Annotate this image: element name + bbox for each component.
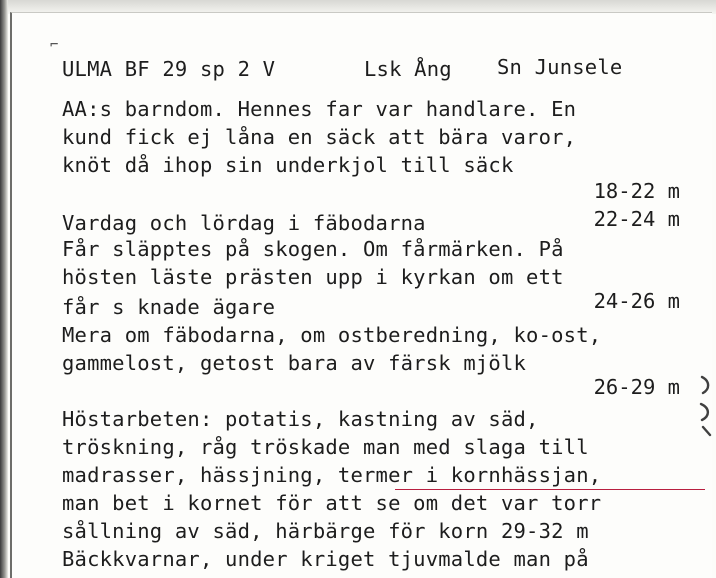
text-line-1: AA:s barndom. Hennes far var handlare. En: [62, 97, 577, 121]
text-line-6: hösten läste prästen upp i kyrkan om ett: [62, 265, 564, 289]
text-line-5: Får släpptes på skogen. Om fårmärken. På: [62, 237, 564, 261]
handwritten-note-mark: [694, 373, 716, 443]
text-line-4: Vardag och lördag i fäbodarna: [62, 211, 426, 235]
archive-reference: ULMA BF 29 sp 2 V: [62, 57, 276, 81]
time-range-2: 22-24 m: [593, 207, 680, 231]
text-line-12: madrasser, hässjning, termer i kornhässjan,: [62, 463, 602, 487]
time-range-1: 18-22 m: [593, 179, 680, 203]
time-range-4: 26-29 m: [593, 375, 680, 399]
text-line-11: tröskning, råg tröskade man med slaga till: [62, 435, 589, 459]
text-line-15: Bäckkvarnar, under kriget tjuvmalde man på: [62, 547, 589, 571]
index-card: [10, 12, 712, 578]
text-line-10: Höstarbeten: potatis, kastning av säd,: [62, 407, 539, 431]
card-left-edge: [0, 0, 8, 578]
red-underline: [395, 489, 705, 490]
parish-code: Lsk Ång: [364, 57, 452, 81]
corner-mark: ⌐: [50, 37, 59, 53]
text-line-14: sållning av säd, härbärge för korn 29-32 m: [62, 519, 589, 543]
text-line-13: man bet i kornet för att se om det var torr: [62, 491, 602, 515]
text-line-2: kund fick ej låna en säck att bära varor,: [62, 125, 577, 149]
text-line-8: Mera om fäbodarna, om ostberedning, ko-ost,: [62, 323, 602, 347]
time-range-3: 24-26 m: [593, 289, 680, 313]
parish-name: Sn Junsele: [497, 55, 623, 79]
text-line-9: gammelost, getost bara av färsk mjölk: [62, 351, 527, 375]
text-line-3: knöt då ihop sin underkjol till säck: [62, 153, 514, 177]
text-line-7: får s knade ägare: [62, 295, 276, 319]
